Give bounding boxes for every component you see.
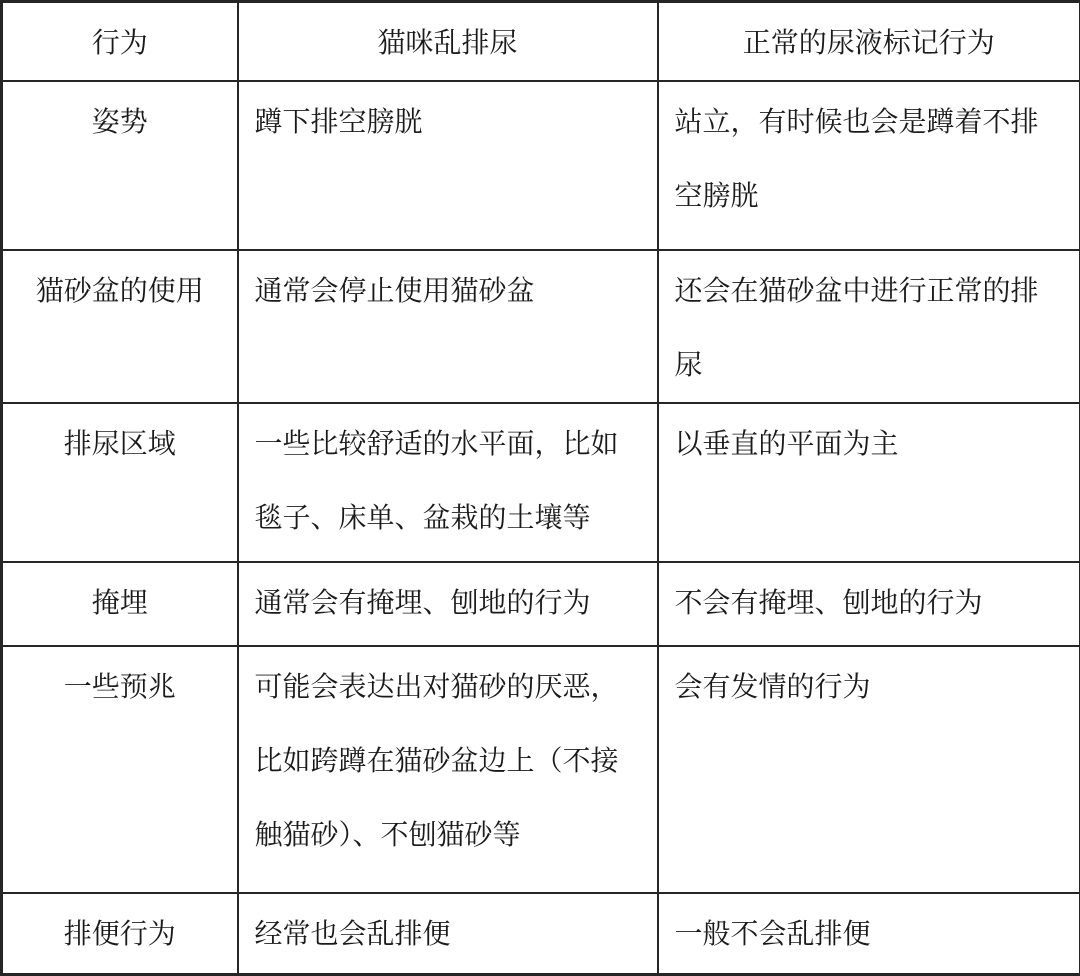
cell-inappropriate: 可能会表达出对猫砂的厌恶，比如跨蹲在猫砂盆边上（不接触猫砂）、不刨猫砂等: [238, 646, 658, 893]
cell-inappropriate: 通常会停止使用猫砂盆: [238, 250, 658, 403]
table-row-litter-box-use: [2, 250, 1080, 403]
cell-inappropriate: 通常会有掩埋、刨地的行为: [238, 562, 658, 646]
cell-inappropriate: 蹲下排空膀胱: [238, 81, 658, 250]
cell-inappropriate: 一些比较舒适的水平面，比如毯子、床单、盆栽的土壤等: [238, 403, 658, 562]
row-label: 掩埋: [2, 562, 238, 646]
table-row-burying: [2, 562, 1080, 646]
cell-normal: 不会有掩埋、刨地的行为: [658, 562, 1080, 646]
row-label: 排尿区域: [2, 403, 238, 562]
table-row-warning-signs: [2, 646, 1080, 893]
header-behavior: 行为: [2, 2, 238, 82]
cell-normal: 一般不会乱排便: [658, 893, 1080, 974]
header-inappropriate-urination: 猫咪乱排尿: [238, 2, 658, 82]
row-label: 排便行为: [2, 893, 238, 974]
row-label: 姿势: [2, 81, 238, 250]
table-row-posture: [2, 81, 1080, 250]
cell-normal: 以垂直的平面为主: [658, 403, 1080, 562]
header-normal-marking: 正常的尿液标记行为: [658, 2, 1080, 82]
header-row: [2, 2, 1080, 82]
cell-inappropriate: 经常也会乱排便: [238, 893, 658, 974]
row-label: 猫砂盆的使用: [2, 250, 238, 403]
table-row-defecation: [2, 893, 1080, 974]
cell-normal: 还会在猫砂盆中进行正常的排尿: [658, 250, 1080, 403]
row-label: 一些预兆: [2, 646, 238, 893]
table-row-urination-area: [2, 403, 1080, 562]
cell-normal: 站立，有时候也会是蹲着不排空膀胱: [658, 81, 1080, 250]
cell-normal: 会有发情的行为: [658, 646, 1080, 893]
